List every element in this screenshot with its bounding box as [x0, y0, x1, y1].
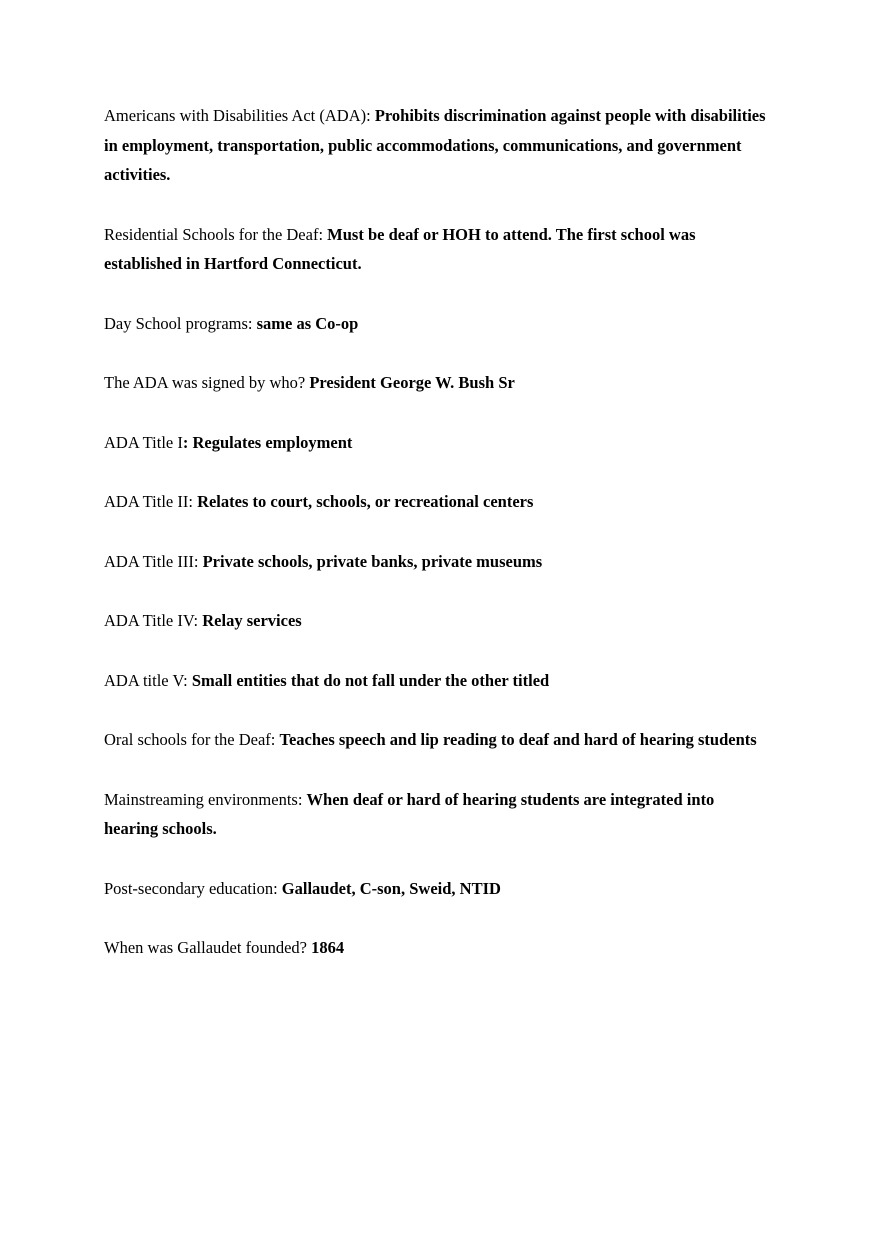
entry-ada — [104, 101, 770, 190]
entry-term: Americans with Disabilities Act (ADA): — [104, 106, 375, 125]
entry-day-school — [104, 309, 770, 339]
entry-term: Day School programs: — [104, 313, 257, 333]
entry-term: Post-secondary education: — [104, 878, 282, 898]
entry-oral-schools — [104, 725, 770, 755]
entry-answer: Teaches speech and lip reading to deaf and hard of hearing students — [279, 730, 757, 749]
entry-ada-signed — [104, 368, 770, 398]
entry-term: Mainstreaming environments: — [104, 789, 307, 809]
entry-ada-title-5 — [104, 666, 770, 696]
entry-answer: Small entities that do not fall under the other titled — [191, 670, 550, 690]
entry-answer: same as Co-op — [256, 313, 359, 333]
entry-term: ADA Title I — [104, 432, 183, 452]
entry-ada-title-1 — [104, 428, 770, 458]
entry-answer: Private schools, private banks, private museums — [202, 551, 543, 571]
entry-gallaudet-founded — [104, 933, 770, 963]
entry-answer: 1864 — [311, 938, 345, 957]
entry-term: Oral schools for the Deaf: — [104, 730, 280, 749]
entry-answer: Must be deaf or HOH to attend. The first school was established in Hartford Connecticut. — [104, 224, 696, 273]
entry-ada-title-3 — [104, 547, 770, 577]
entry-answer: Relates to court, schools, or recreational centers — [197, 492, 534, 511]
entry-post-secondary — [104, 874, 770, 904]
entry-answer: Gallaudet, C-son, Sweid, NTID — [281, 878, 501, 898]
entry-mainstreaming — [104, 785, 770, 844]
entry-term: Residential Schools for the Deaf: — [104, 224, 328, 244]
entry-term: ADA title V: — [104, 670, 192, 690]
entry-ada-title-4 — [104, 606, 770, 636]
entry-answer: Relay services — [202, 611, 302, 630]
entry-answer: When deaf or hard of hearing students are integrated into hearing schools. — [104, 789, 715, 838]
entry-answer: Prohibits discrimination against people with disabilities in employment, transportation, public accommodations, communications, and government activities. — [104, 106, 766, 184]
entry-answer: President George W. Bush Sr — [309, 373, 515, 392]
entry-residential-schools — [104, 220, 770, 279]
entry-term: ADA Title II: — [104, 492, 198, 511]
entry-ada-title-2 — [104, 487, 770, 517]
entry-answer: : Regulates employment — [182, 432, 353, 452]
entry-term: ADA Title III: — [104, 551, 203, 571]
entry-term: The ADA was signed by who? — [104, 373, 310, 392]
entry-term: ADA Title IV: — [104, 611, 203, 630]
entry-term: When was Gallaudet founded? — [104, 938, 312, 957]
